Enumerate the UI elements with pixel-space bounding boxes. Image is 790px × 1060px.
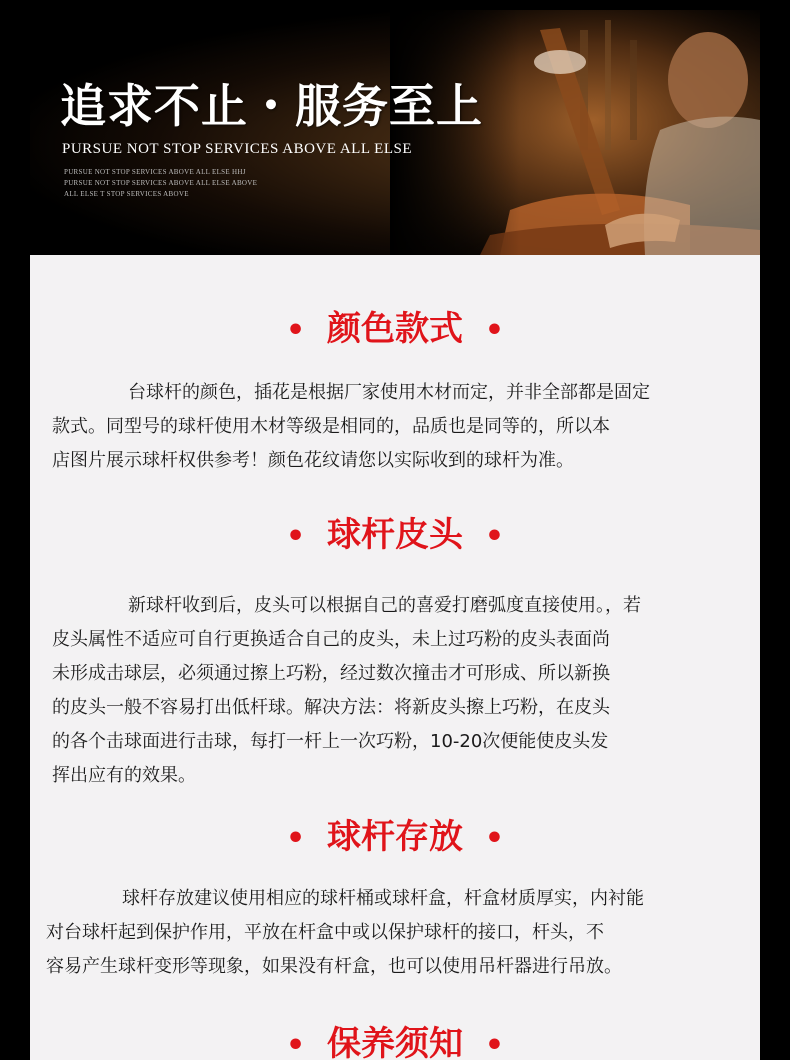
banner-small-text bbox=[64, 167, 257, 200]
paragraph-line: 未形成击球层，必须通过擦上巧粉，经过数次撞击才可形成、所以新换 bbox=[52, 663, 610, 684]
banner-small-line: PURSUE NOT STOP SERVICES ABOVE ALL ELSE ABOVE bbox=[64, 179, 258, 187]
bullet-dot-icon: • bbox=[484, 821, 505, 856]
banner-small-line: ALL ELSE T STOP SERVICES ABOVE bbox=[64, 190, 189, 198]
paragraph-line: 的皮头一般不容易打出低杆球。解决方法：将新皮头擦上巧粉，在皮头 bbox=[52, 697, 610, 718]
section-heading-cue-storage bbox=[30, 815, 760, 861]
banner-small-line: PURSUE NOT STOP SERVICES ABOVE ALL ELSE HHJ bbox=[64, 168, 246, 176]
bullet-dot-icon: • bbox=[484, 1028, 505, 1060]
paragraph-line: 的各个击球面进行击球，每打一杆上一次巧粉，10-20次便能使皮头发 bbox=[52, 731, 609, 752]
section-title: 颜色款式 bbox=[327, 309, 463, 349]
header-banner bbox=[30, 10, 760, 255]
paragraph-line: 挥出应有的效果。 bbox=[52, 765, 196, 786]
section-heading-color-style bbox=[30, 307, 760, 353]
section-title: 球杆存放 bbox=[327, 817, 463, 857]
paragraph-line: 台球杆的颜色，插花是根据厂家使用木材而定，并非全部都是固定 bbox=[128, 382, 650, 403]
paragraph-line: 款式。同型号的球杆使用木材等级是相同的，品质也是同等的，所以本 bbox=[52, 416, 610, 437]
bullet-dot-icon: • bbox=[285, 519, 306, 554]
paragraph-line: 新球杆收到后，皮头可以根据自己的喜爱打磨弧度直接使用。，若 bbox=[128, 595, 641, 616]
paragraph-line: 店图片展示球杆权供参考！颜色花纹请您以实际收到的球杆为准。 bbox=[52, 450, 574, 471]
section-title: 球杆皮头 bbox=[327, 515, 463, 555]
bullet-dot-icon: • bbox=[285, 821, 306, 856]
bullet-dot-icon: • bbox=[285, 313, 306, 348]
section-heading-maintenance bbox=[30, 1022, 760, 1060]
bullet-dot-icon: • bbox=[285, 1028, 306, 1060]
paragraph-line: 球杆存放建议使用相应的球杆桶或球杆盒，杆盒材质厚实，内衬能 bbox=[122, 888, 644, 909]
section-heading-cue-tip bbox=[30, 513, 760, 559]
paragraph-line: 对台球杆起到保护作用，平放在杆盒中或以保护球杆的接口，杆头，不 bbox=[46, 922, 604, 943]
banner-subtitle: PURSUE NOT STOP SERVICES ABOVE ALL ELSE bbox=[62, 141, 413, 157]
banner-title: 追求不止・服务至上 bbox=[60, 79, 483, 133]
paragraph-line: 容易产生球杆变形等现象，如果没有杆盒，也可以使用吊杆器进行吊放。 bbox=[46, 956, 622, 977]
section-paragraph-color-style bbox=[52, 376, 650, 478]
bullet-dot-icon: • bbox=[484, 313, 505, 348]
bullet-dot-icon: • bbox=[484, 519, 505, 554]
section-paragraph-cue-storage bbox=[46, 882, 644, 984]
section-paragraph-cue-tip bbox=[52, 589, 641, 793]
paragraph-line: 皮头属性不适应可自行更换适合自己的皮头，未上过巧粉的皮头表面尚 bbox=[52, 629, 610, 650]
content-panel bbox=[30, 255, 760, 1060]
section-title: 保养须知 bbox=[327, 1024, 463, 1060]
